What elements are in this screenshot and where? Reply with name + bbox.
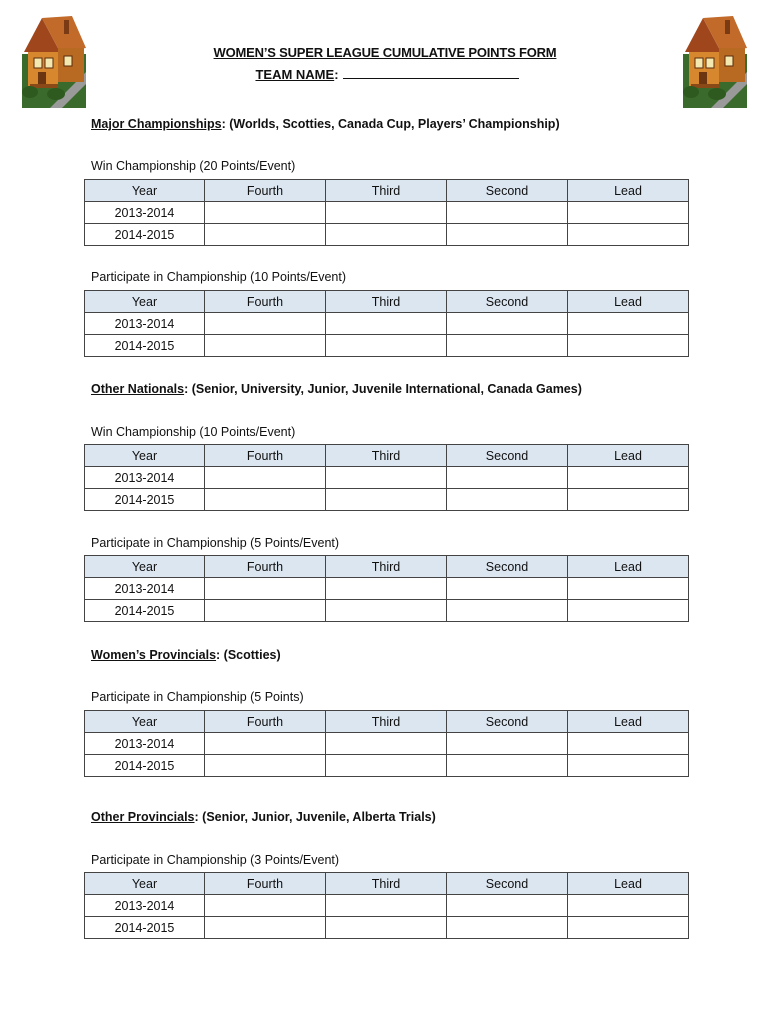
points-table	[84, 710, 689, 777]
entry-cell[interactable]	[568, 202, 689, 224]
points-table	[84, 179, 689, 246]
entry-cell[interactable]	[326, 313, 447, 335]
header-cell: Third	[326, 711, 447, 733]
entry-cell[interactable]	[568, 313, 689, 335]
form-header	[0, 45, 770, 82]
year-cell: 2014-2015	[85, 600, 205, 622]
entry-cell[interactable]	[326, 335, 447, 357]
header-cell: Third	[326, 445, 447, 467]
entry-cell[interactable]	[568, 600, 689, 622]
entry-cell[interactable]	[326, 895, 447, 917]
points-table	[84, 555, 689, 622]
year-cell: 2013-2014	[85, 733, 205, 755]
entry-cell[interactable]	[447, 895, 568, 917]
entry-cell[interactable]	[447, 467, 568, 489]
entry-cell[interactable]	[568, 467, 689, 489]
entry-cell[interactable]	[326, 600, 447, 622]
table-header-row	[85, 180, 689, 202]
entry-cell[interactable]	[205, 224, 326, 246]
section-heading: Other Nationals: (Senior, University, Junior, Juvenile International, Canada Games)	[91, 382, 582, 396]
header-cell: Fourth	[205, 873, 326, 895]
header-cell: Lead	[568, 873, 689, 895]
year-cell: 2014-2015	[85, 917, 205, 939]
team-name-field[interactable]	[343, 66, 519, 79]
team-name-colon: :	[334, 67, 339, 82]
entry-cell[interactable]	[447, 755, 568, 777]
header-cell: Second	[447, 180, 568, 202]
year-cell: 2014-2015	[85, 755, 205, 777]
header-cell: Year	[85, 180, 205, 202]
entry-cell[interactable]	[326, 489, 447, 511]
entry-cell[interactable]	[447, 600, 568, 622]
table-header-row	[85, 445, 689, 467]
entry-cell[interactable]	[205, 917, 326, 939]
header-cell: Lead	[568, 711, 689, 733]
table-caption: Participate in Championship (10 Points/Event)	[91, 270, 346, 284]
entry-cell[interactable]	[326, 755, 447, 777]
header-cell: Fourth	[205, 556, 326, 578]
year-cell: 2013-2014	[85, 313, 205, 335]
section-heading: Women’s Provincials: (Scotties)	[91, 648, 281, 662]
table-row	[85, 313, 689, 335]
header-cell: Third	[326, 291, 447, 313]
entry-cell[interactable]	[205, 733, 326, 755]
table-caption: Win Championship (20 Points/Event)	[91, 159, 296, 173]
year-cell: 2014-2015	[85, 224, 205, 246]
header-cell: Fourth	[205, 291, 326, 313]
form-title: WOMEN’S SUPER LEAGUE CUMULATIVE POINTS FORM	[213, 45, 557, 60]
table-caption: Participate in Championship (5 Points/Event)	[91, 536, 340, 550]
table-row	[85, 733, 689, 755]
table-row	[85, 600, 689, 622]
section-heading: Other Provincials: (Senior, Junior, Juvenile, Alberta Trials)	[91, 810, 436, 824]
header-cell: Third	[326, 180, 447, 202]
table-row	[85, 755, 689, 777]
entry-cell[interactable]	[205, 600, 326, 622]
entry-cell[interactable]	[205, 489, 326, 511]
entry-cell[interactable]	[205, 578, 326, 600]
points-table	[84, 290, 689, 357]
entry-cell[interactable]	[205, 202, 326, 224]
entry-cell[interactable]	[568, 895, 689, 917]
entry-cell[interactable]	[568, 224, 689, 246]
table-row	[85, 467, 689, 489]
table-row	[85, 224, 689, 246]
team-name-label: TEAM NAME	[255, 67, 335, 82]
entry-cell[interactable]	[205, 895, 326, 917]
table-row	[85, 895, 689, 917]
points-table	[84, 444, 689, 511]
entry-cell[interactable]	[568, 489, 689, 511]
header-cell: Year	[85, 711, 205, 733]
header-cell: Third	[326, 873, 447, 895]
entry-cell[interactable]	[447, 313, 568, 335]
header-cell: Lead	[568, 556, 689, 578]
header-cell: Year	[85, 873, 205, 895]
header-cell: Fourth	[205, 711, 326, 733]
points-table	[84, 872, 689, 939]
entry-cell[interactable]	[447, 202, 568, 224]
section-heading: Major Championships: (Worlds, Scotties, Canada Cup, Players’ Championship)	[91, 117, 560, 131]
entry-cell[interactable]	[447, 224, 568, 246]
table-row	[85, 578, 689, 600]
header-cell: Fourth	[205, 180, 326, 202]
year-cell: 2013-2014	[85, 467, 205, 489]
header-cell: Lead	[568, 180, 689, 202]
year-cell: 2013-2014	[85, 578, 205, 600]
year-cell: 2014-2015	[85, 489, 205, 511]
entry-cell[interactable]	[447, 917, 568, 939]
entry-cell[interactable]	[447, 578, 568, 600]
table-caption: Win Championship (10 Points/Event)	[91, 425, 296, 439]
table-header-row	[85, 291, 689, 313]
header-cell: Year	[85, 556, 205, 578]
entry-cell[interactable]	[205, 755, 326, 777]
entry-cell[interactable]	[568, 917, 689, 939]
header-cell: Second	[447, 873, 568, 895]
header-cell: Second	[447, 711, 568, 733]
entry-cell[interactable]	[205, 313, 326, 335]
table-row	[85, 335, 689, 357]
entry-cell[interactable]	[326, 467, 447, 489]
entry-cell[interactable]	[568, 335, 689, 357]
year-cell: 2013-2014	[85, 202, 205, 224]
entry-cell[interactable]	[326, 917, 447, 939]
table-caption: Participate in Championship (5 Points)	[91, 690, 304, 704]
entry-cell[interactable]	[447, 733, 568, 755]
header-cell: Second	[447, 291, 568, 313]
entry-cell[interactable]	[568, 733, 689, 755]
header-cell: Second	[447, 556, 568, 578]
header-cell: Lead	[568, 445, 689, 467]
team-name-row	[4, 66, 770, 82]
entry-cell[interactable]	[205, 467, 326, 489]
entry-cell[interactable]	[568, 755, 689, 777]
entry-cell[interactable]	[326, 202, 447, 224]
year-cell: 2013-2014	[85, 895, 205, 917]
table-caption: Participate in Championship (3 Points/Event)	[91, 853, 340, 867]
entry-cell[interactable]	[326, 733, 447, 755]
entry-cell[interactable]	[568, 578, 689, 600]
table-header-row	[85, 556, 689, 578]
header-cell: Year	[85, 291, 205, 313]
table-header-row	[85, 711, 689, 733]
table-row	[85, 489, 689, 511]
header-cell: Second	[447, 445, 568, 467]
header-cell: Year	[85, 445, 205, 467]
table-row	[85, 917, 689, 939]
header-cell: Third	[326, 556, 447, 578]
year-cell: 2014-2015	[85, 335, 205, 357]
header-cell: Lead	[568, 291, 689, 313]
entry-cell[interactable]	[326, 578, 447, 600]
header-cell: Fourth	[205, 445, 326, 467]
entry-cell[interactable]	[447, 489, 568, 511]
table-header-row	[85, 873, 689, 895]
entry-cell[interactable]	[447, 335, 568, 357]
entry-cell[interactable]	[205, 335, 326, 357]
table-row	[85, 202, 689, 224]
entry-cell[interactable]	[326, 224, 447, 246]
